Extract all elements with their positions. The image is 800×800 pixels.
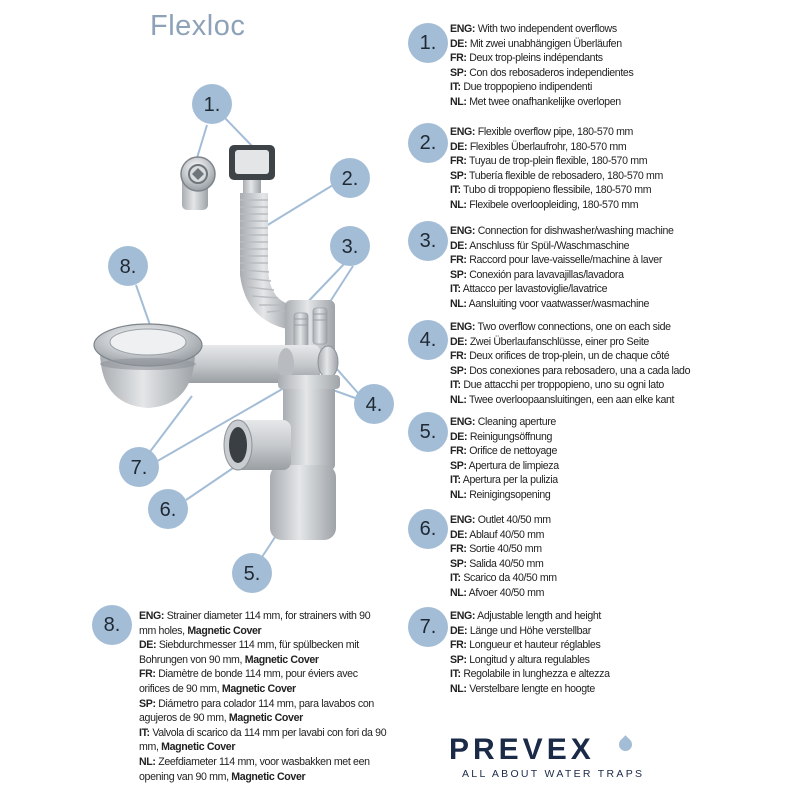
legend-line: NL: Flexibele overloopleiding, 180-570 mm bbox=[450, 198, 639, 211]
legend-line: NL: Aansluiting voor vaatwasser/wasmachine bbox=[450, 297, 650, 310]
legend-line: DE: Flexibles Überlaufrohr, 180-570 mm bbox=[450, 140, 627, 153]
legend-line: IT: Apertura per la pulizia bbox=[450, 474, 558, 487]
legend-line: SP: Con dos rebosaderos independientes bbox=[450, 66, 634, 79]
legend-line: ENG: Connection for dishwasher/washing machine bbox=[450, 225, 674, 237]
round-overflow-part bbox=[181, 157, 215, 210]
legend-line: NL: Met twee onafhankelijke overlopen bbox=[450, 95, 621, 108]
legend-line: IT: Tubo di troppopieno flessibile, 180-570 mm bbox=[450, 184, 652, 197]
callout-2-label: 2. bbox=[341, 168, 359, 190]
legend-block-4 bbox=[450, 320, 690, 408]
legend-badge-4: 4. bbox=[408, 320, 448, 360]
legend-line: FR: Deux trop-pleins indépendants bbox=[450, 52, 603, 65]
legend-badge-8: 8. bbox=[92, 605, 132, 645]
callout-7-label: 7. bbox=[130, 457, 148, 479]
callout-4 bbox=[354, 384, 394, 424]
callout-7 bbox=[119, 447, 159, 487]
strainer-basket bbox=[94, 324, 202, 408]
legend-badge-2: 2. bbox=[408, 123, 448, 163]
legend-line: NL: Reinigingsopening bbox=[450, 488, 551, 501]
legend-badge-3: 3. bbox=[408, 221, 448, 261]
legend-line: ENG: Strainer diameter 114 mm, for strainers with 90 mm holes, Magnetic Cover bbox=[139, 610, 371, 637]
callout-2 bbox=[330, 158, 370, 198]
legend-line: DE: Reinigungsöffnung bbox=[450, 430, 553, 443]
legend-line: SP: Dos conexiones para rebosadero, una a cada lado bbox=[450, 364, 691, 377]
legend-line: SP: Apertura de limpieza bbox=[450, 459, 559, 472]
legend-line: DE: Siebdurchmesser 114 mm, für spülbecken mit Bohrungen von 90 mm, Magnetic Cover bbox=[139, 639, 359, 666]
flexible-overflow-pipe bbox=[240, 193, 292, 330]
legend-line: NL: Zeefdiameter 114 mm, voor wasbakken met een opening van 90 mm, Magnetic Cover bbox=[139, 755, 370, 783]
legend-block-6 bbox=[450, 513, 557, 601]
legend-line: SP: Salida 40/50 mm bbox=[450, 557, 544, 570]
legend-line: ENG: Two overflow connections, one on each side bbox=[450, 321, 671, 333]
legend-line: ENG: Cleaning aperture bbox=[450, 416, 556, 428]
legend-line: NL: Twee overloopaansluitingen, een aan elke kant bbox=[450, 393, 675, 406]
callout-6 bbox=[148, 489, 188, 529]
legend-line: IT: Regolabile in lunghezza e altezza bbox=[450, 668, 610, 681]
legend-line: SP: Conexión para lavavajillas/lavadora bbox=[450, 268, 624, 281]
legend-line: ENG: Adjustable length and height bbox=[450, 610, 602, 622]
rectangular-overflow-part bbox=[229, 145, 275, 194]
legend-line: FR: Diamètre de bonde 114 mm, pour éviers avec orifices de 90 mm, Magnetic Cover bbox=[139, 668, 358, 695]
legend-line: FR: Orifice de nettoyage bbox=[450, 445, 558, 458]
legend-line: DE: Anschluss für Spül-/Waschmaschine bbox=[450, 239, 630, 252]
legend-block-1 bbox=[450, 22, 633, 110]
legend-line: IT: Valvola di scarico da 114 mm per lavabi con fori da 90 mm, Magnetic Cover bbox=[139, 726, 387, 754]
callout-1-label: 1. bbox=[203, 94, 221, 116]
legend-line: FR: Sortie 40/50 mm bbox=[450, 543, 542, 556]
legend-block-2 bbox=[450, 125, 663, 213]
legend-block-8 bbox=[139, 609, 389, 784]
callout-6-label: 6. bbox=[159, 499, 177, 521]
legend-line: FR: Raccord pour lave-vaisselle/machine à laver bbox=[450, 254, 663, 267]
callout-3 bbox=[330, 226, 370, 266]
callout-4-label: 4. bbox=[365, 394, 383, 416]
callout-1 bbox=[192, 84, 232, 124]
legend-line: DE: Ablauf 40/50 mm bbox=[450, 528, 545, 541]
legend-line: FR: Tuyau de trop-plein flexible, 180-570 mm bbox=[450, 155, 648, 168]
callout-5 bbox=[232, 553, 272, 593]
legend-line: DE: Länge und Höhe verstellbar bbox=[450, 624, 591, 637]
legend-line: IT: Attacco per lavastoviglie/lavatrice bbox=[450, 283, 608, 296]
callout-3-label: 3. bbox=[341, 236, 359, 258]
legend-block-3 bbox=[450, 224, 674, 312]
legend-line: DE: Zwei Überlaufanschlüsse, einer pro Seite bbox=[450, 335, 649, 348]
legend-block-7 bbox=[450, 609, 610, 697]
legend-badge-6: 6. bbox=[408, 509, 448, 549]
legend-line: SP: Diámetro para colador 114 mm, para lavabos con agujeros de 90 mm, Magnetic Cover bbox=[139, 697, 374, 725]
brand-tagline: ALL ABOUT WATER TRAPS bbox=[462, 768, 645, 780]
legend-line: FR: Longueur et hauteur réglables bbox=[450, 639, 601, 652]
legend-line: IT: Due troppopieno indipendenti bbox=[450, 81, 592, 94]
legend-line: IT: Scarico da 40/50 mm bbox=[450, 572, 557, 585]
legend-line: NL: Verstelbare lengte en hoogte bbox=[450, 682, 595, 695]
legend-badge-1: 1. bbox=[408, 23, 448, 63]
callout-8 bbox=[108, 246, 148, 286]
legend-line: SP: Longitud y altura regulables bbox=[450, 653, 590, 666]
product-title: Flexloc bbox=[150, 10, 246, 42]
legend-line: ENG: With two independent overflows bbox=[450, 23, 617, 35]
legend-line: IT: Due attacchi per troppopieno, uno su ogni lato bbox=[450, 379, 664, 392]
legend-badge-7: 7. bbox=[408, 607, 448, 647]
legend-line: ENG: Outlet 40/50 mm bbox=[450, 514, 551, 526]
callout-5-label: 5. bbox=[243, 563, 261, 585]
legend-badge-5: 5. bbox=[408, 412, 448, 452]
brand-logo: PREVEX bbox=[449, 733, 595, 766]
legend-line: FR: Deux orifices de trop-plein, un de chaque côté bbox=[450, 350, 670, 363]
callout-8-label: 8. bbox=[119, 256, 137, 278]
legend-line: DE: Mit zwei unabhängigen Überläufen bbox=[450, 37, 622, 50]
legend-block-5 bbox=[450, 415, 559, 503]
legend-line: SP: Tubería flexible de rebosadero, 180-570 mm bbox=[450, 169, 663, 182]
legend-line: NL: Afvoer 40/50 mm bbox=[450, 586, 545, 599]
legend-line: ENG: Flexible overflow pipe, 180-570 mm bbox=[450, 126, 634, 138]
